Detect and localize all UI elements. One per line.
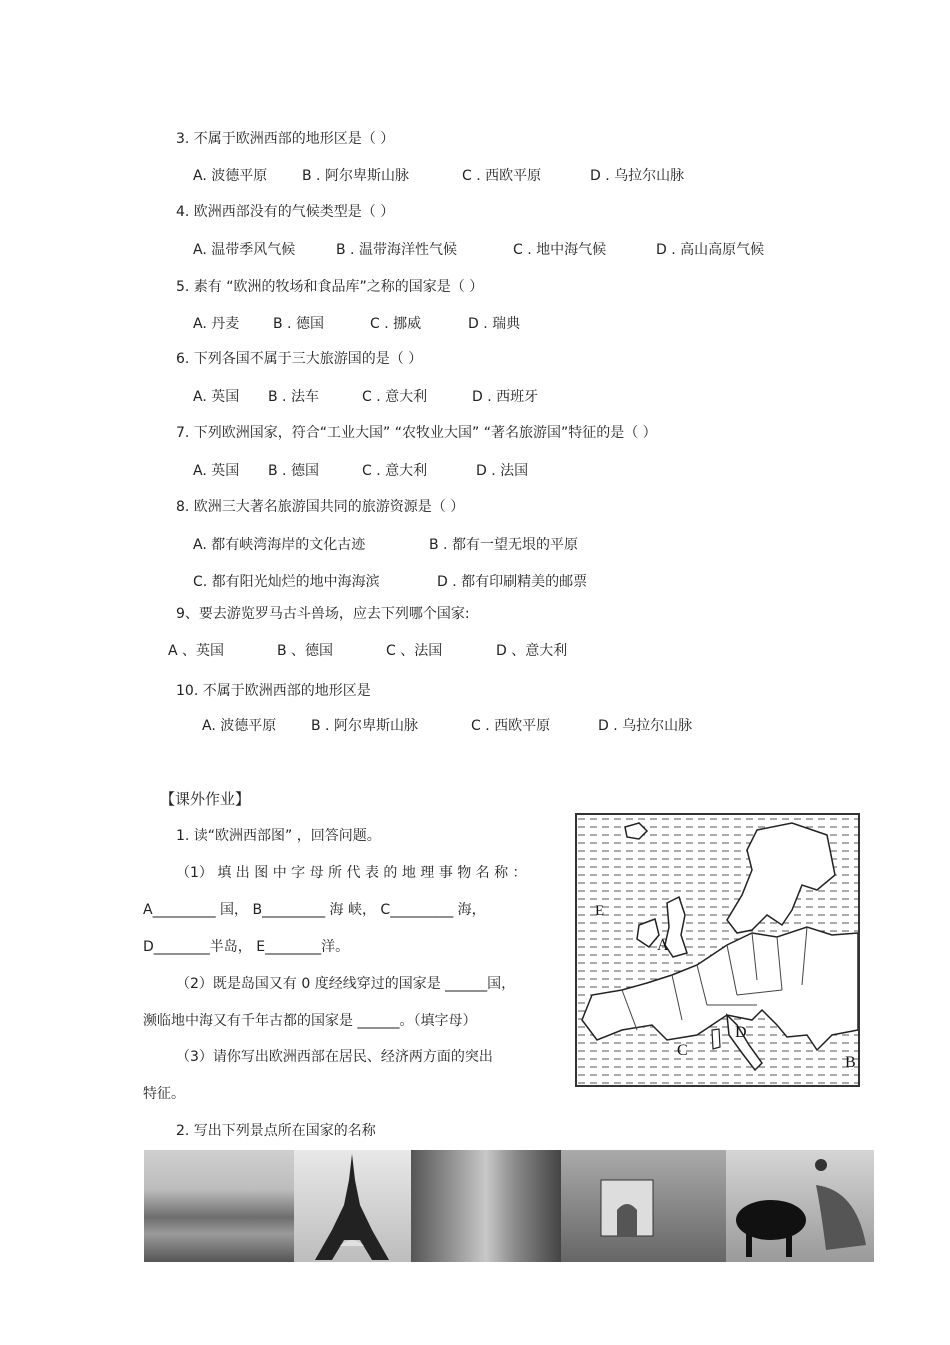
q9-option-d: D 、意大利 bbox=[496, 643, 568, 659]
map-label-d: D bbox=[735, 1024, 747, 1041]
q6-option-d: D . 西班牙 bbox=[472, 389, 539, 405]
q5-option-b: B . 德国 bbox=[273, 316, 324, 332]
q8-option-d: D . 都有印刷精美的邮票 bbox=[437, 574, 588, 590]
q8-option-b: B . 都有一望无垠的平原 bbox=[429, 537, 578, 553]
question-7-stem: 7. 下列欧洲国家，符合“工业大国” “农牧业大国” “著名旅游国”特征的是（ ） bbox=[176, 425, 657, 441]
question-8-stem: 8. 欧洲三大著名旅游国共同的旅游资源是（ ） bbox=[176, 499, 465, 515]
q6-option-a: A. 英国 bbox=[193, 389, 240, 405]
q10-option-c: C . 西欧平原 bbox=[471, 718, 551, 734]
q9-option-c: C 、法国 bbox=[386, 643, 443, 659]
q6-option-b: B . 法车 bbox=[268, 389, 319, 405]
q8-option-a: A. 都有峡湾海岸的文化古迹 bbox=[193, 537, 366, 553]
question-4-stem: 4. 欧洲西部没有的气候类型是（ ） bbox=[176, 204, 395, 220]
question-9-stem: 9、要去游览罗马古斗兽场，应去下列哪个国家: bbox=[176, 606, 470, 622]
q10-option-a: A. 波德平原 bbox=[202, 718, 277, 734]
q9-option-b: B 、德国 bbox=[277, 643, 334, 659]
map-label-e: E bbox=[595, 903, 605, 919]
bull-icon bbox=[726, 1150, 874, 1262]
q3-option-c: C . 西欧平原 bbox=[462, 168, 542, 184]
q10-option-d: D . 乌拉尔山脉 bbox=[598, 718, 693, 734]
q7-option-d: D . 法国 bbox=[476, 463, 529, 479]
question-3-stem: 3. 不属于欧洲西部的地形区是（ ） bbox=[176, 131, 395, 147]
map-drawing bbox=[577, 815, 858, 1085]
photo-bullfight bbox=[726, 1150, 874, 1262]
q7-option-c: C . 意大利 bbox=[362, 463, 428, 479]
homework-heading: 【课外作业】 bbox=[160, 790, 251, 808]
question-6-stem: 6. 下列各国不属于三大旅游国的是（ ） bbox=[176, 351, 423, 367]
q7-option-a: A. 英国 bbox=[193, 463, 240, 479]
q7-option-b: B . 德国 bbox=[268, 463, 319, 479]
corsica-sardinia-land bbox=[712, 1029, 720, 1049]
homework-q1-part1-prompt: （1） 填 出 图 中 字 母 所 代 表 的 地 理 事 物 名 称 ： bbox=[176, 865, 527, 881]
question-5-stem: 5. 素有 “欧洲的牧场和食品库”之称的国家是（ ） bbox=[176, 279, 484, 295]
q4-option-a: A. 温带季风气候 bbox=[193, 242, 296, 258]
q3-option-d: D . 乌拉尔山脉 bbox=[590, 168, 685, 184]
photo-canal-city bbox=[411, 1150, 561, 1262]
q5-option-d: D . 瑞典 bbox=[468, 316, 521, 332]
arc-de-triomphe-icon bbox=[561, 1150, 726, 1262]
homework-q1-part2-b: 濒临地中海又有千年古都的国家是 ______。（填字母） bbox=[143, 1013, 477, 1029]
homework-q1-part1-blanks-a: A_________ 国， B_________ 海 峡， C_________ 海， bbox=[143, 902, 486, 918]
q5-option-c: C . 挪威 bbox=[370, 316, 422, 332]
homework-q1-part3-b: 特征。 bbox=[143, 1086, 185, 1102]
question-10-stem: 10. 不属于欧洲西部的地形区是 bbox=[176, 683, 371, 699]
homework-q1-part2-a: （2）既是岛国又有 0 度经线穿过的国家是 ______国， bbox=[176, 976, 516, 992]
homework-q2: 2. 写出下列景点所在国家的名称 bbox=[176, 1123, 376, 1139]
q6-option-c: C . 意大利 bbox=[362, 389, 428, 405]
western-europe-map bbox=[575, 813, 860, 1087]
q9-option-a: A 、英国 bbox=[168, 643, 225, 659]
map-label-c: C bbox=[677, 1042, 688, 1059]
map-label-b: B bbox=[845, 1054, 856, 1071]
homework-q1-part1-blanks-b: D________半岛， E________洋。 bbox=[143, 939, 350, 955]
q5-option-a: A. 丹麦 bbox=[193, 316, 240, 332]
photo-fjord bbox=[144, 1150, 294, 1262]
photo-eiffel-tower bbox=[294, 1150, 411, 1262]
homework-q1-part3-a: （3）请你写出欧洲西部在居民、经济两方面的突出 bbox=[176, 1049, 493, 1065]
q4-option-c: C . 地中海气候 bbox=[513, 242, 607, 258]
q4-option-d: D . 高山高原气候 bbox=[656, 242, 765, 258]
photo-arc-de-triomphe bbox=[561, 1150, 726, 1262]
q8-option-c: C. 都有阳光灿烂的地中海海滨 bbox=[193, 574, 380, 590]
map-label-a: A bbox=[657, 937, 669, 954]
homework-q1: 1. 读“欧洲西部图” ，回答问题。 bbox=[176, 828, 381, 844]
q3-option-a: A. 波德平原 bbox=[193, 168, 268, 184]
eiffel-tower-icon bbox=[294, 1150, 411, 1262]
q3-option-b: B . 阿尔卑斯山脉 bbox=[302, 168, 409, 184]
q10-option-b: B . 阿尔卑斯山脉 bbox=[311, 718, 418, 734]
q4-option-b: B . 温带海洋性气候 bbox=[336, 242, 457, 258]
